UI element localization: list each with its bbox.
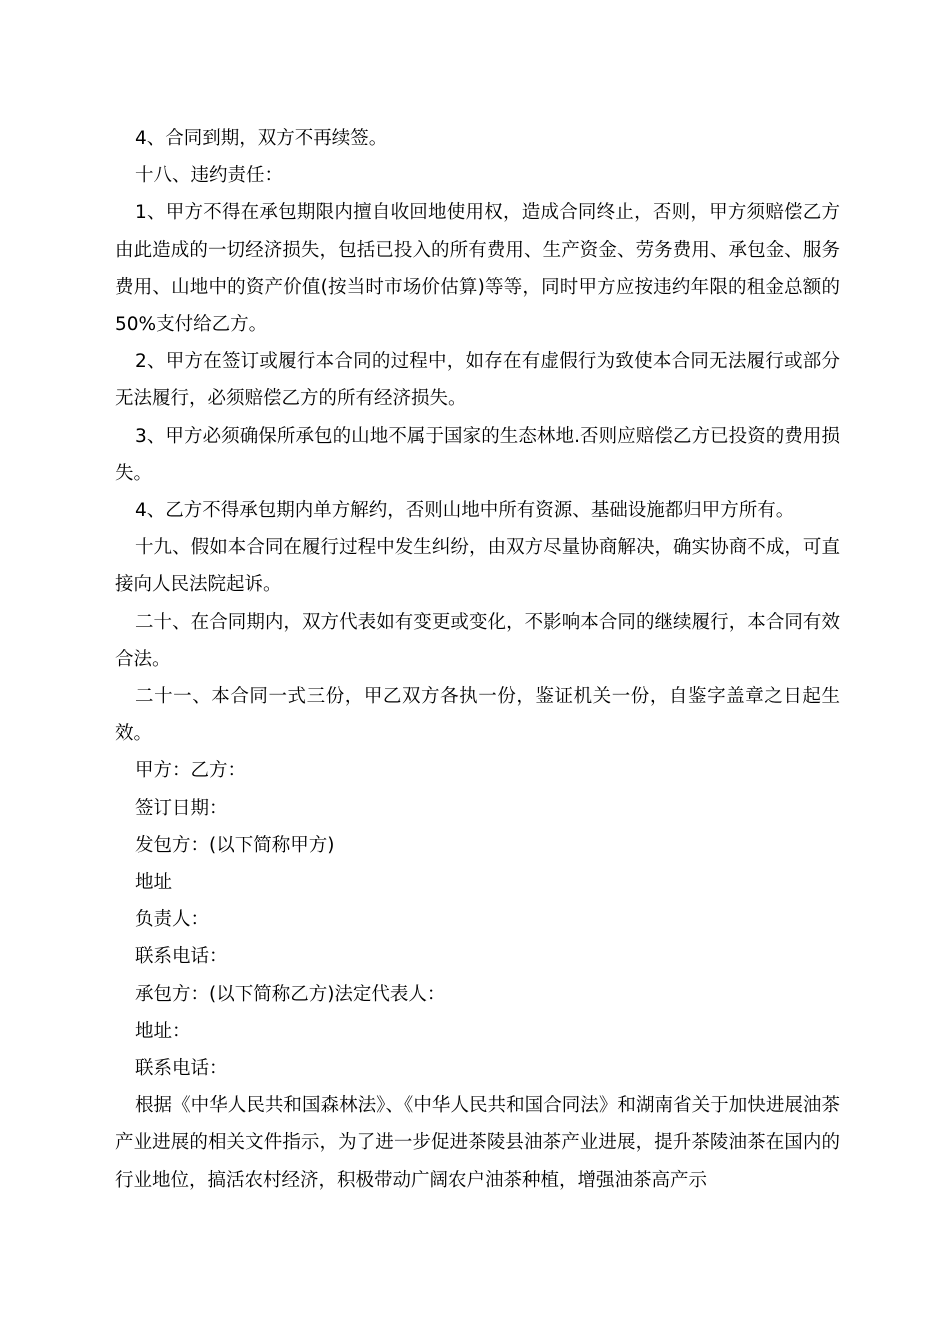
lessee-label: 承包方：(以下简称乙方)法定代表人： [135,983,446,1005]
liability-clause-1: 1、甲方不得在承包期限内擅自收回地使用权，造成合同终止，否则，甲方须赔偿乙方由此造成的一切经济损失，包括已投入的所有费用、生产资金、劳务费用、承包金、服务费用、山地中的资产价值(按当时市场价估算)等等，同时甲方应按违约年限的租金总额的50%支付给乙方。 [115,202,840,336]
document-page [115,120,840,1199]
lessor-address-line: 地址 [135,872,173,894]
preamble-paragraph: 根据《中华人民共和国森林法》、《中华人民共和国合同法》和湖南省关于加快进展油茶产业进展的相关文件指示，为了进一步促进茶陵县油茶产业进展，提升茶陵油茶在国内的行业地位，搞活农村经济，积极带动广阔农户油茶种植，增强油茶高产示 [115,1095,840,1191]
section-21-copies: 二十一、本合同一式三份，甲乙双方各执一份，鉴证机关一份，自鉴字盖章之日起生效。 [115,686,840,745]
liability-clause-2: 2、甲方在签订或履行本合同的过程中，如存在有虚假行为致使本合同无法履行或部分无法履行，必须赔偿乙方的所有经济损失。 [115,351,840,410]
lessor-responsible-person-line: 负责人： [135,909,210,931]
liability-clause-4: 4、乙方不得承包期内单方解约，否则山地中所有资源、基础设施都归甲方所有。 [135,500,795,522]
lessee-phone-line: 联系电话： [135,1058,228,1080]
party-signature-line: 甲方：乙方： [135,760,247,782]
signing-date-line: 签订日期： [135,797,228,819]
lessee-address-line: 地址： [135,1020,191,1042]
clause-4-expiry: 4、合同到期，双方不再续签。 [135,128,388,149]
lessor-label: 发包方：(以下简称甲方) [135,834,335,856]
lessor-phone-line: 联系电话： [135,946,228,968]
section-19-disputes: 十九、假如本合同在履行过程中发生纠纷，由双方尽量协商解决，确实协商不成，可直接向人民法院起诉。 [115,537,840,596]
liability-clause-3: 3、甲方必须确保所承包的山地不属于国家的生态林地.否则应赔偿乙方已投资的费用损失。 [115,425,840,484]
section-20-representatives: 二十、在合同期内，双方代表如有变更或变化，不影响本合同的继续履行，本合同有效合法。 [115,611,840,670]
section-18-heading: 十八、违约责任： [135,165,284,187]
